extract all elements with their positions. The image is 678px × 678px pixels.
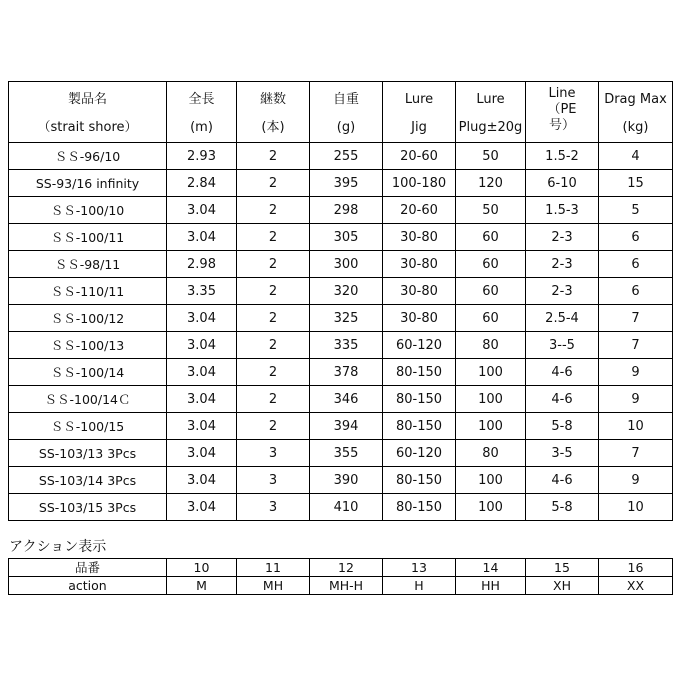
cell-lure-plug: 60 <box>456 224 526 251</box>
cell-weight: 305 <box>310 224 383 251</box>
header-pieces-label: 継数 <box>259 92 286 107</box>
cell-line: 4-6 <box>526 467 599 494</box>
header-model-name: 製品名 <box>67 92 107 107</box>
cell-line: 3--5 <box>526 332 599 359</box>
cell-length: 3.04 <box>167 440 237 467</box>
cell-lure-jig: 80-150 <box>383 386 456 413</box>
header-length <box>167 82 237 143</box>
cell-length: 3.04 <box>167 332 237 359</box>
header-model-series: （strait shore） <box>37 120 138 135</box>
spec-row <box>9 170 673 197</box>
cell-lure-jig: 80-150 <box>383 413 456 440</box>
cell-model: ＳＳ-110/11 <box>9 278 167 305</box>
cell-model: ＳＳ-100/11 <box>9 224 167 251</box>
cell-lure-plug: 100 <box>456 413 526 440</box>
action-number-cell: 14 <box>456 559 526 577</box>
cell-drag: 6 <box>599 251 673 278</box>
header-model <box>9 82 167 143</box>
cell-model: ＳＳ-100/13 <box>9 332 167 359</box>
action-number-cell: 12 <box>310 559 383 577</box>
spec-row <box>9 359 673 386</box>
cell-pieces: 2 <box>237 143 310 170</box>
cell-pieces: 3 <box>237 440 310 467</box>
action-number-cell: 13 <box>383 559 456 577</box>
cell-line: 1.5-2 <box>526 143 599 170</box>
cell-lure-plug: 80 <box>456 332 526 359</box>
cell-drag: 7 <box>599 440 673 467</box>
spec-row <box>9 413 673 440</box>
spec-row <box>9 494 673 521</box>
action-action-label: action <box>9 577 167 595</box>
cell-length: 3.04 <box>167 359 237 386</box>
header-line-unit: 号） <box>548 118 575 133</box>
header-length-label: 全長 <box>188 92 215 107</box>
cell-line: 5-8 <box>526 494 599 521</box>
cell-lure-plug: 100 <box>456 359 526 386</box>
cell-model: ＳＳ-100/14 <box>9 359 167 386</box>
cell-lure-jig: 20-60 <box>383 143 456 170</box>
cell-pieces: 2 <box>237 251 310 278</box>
action-number-label: 品番 <box>9 559 167 577</box>
cell-weight: 300 <box>310 251 383 278</box>
cell-drag: 9 <box>599 386 673 413</box>
header-weight <box>310 82 383 143</box>
action-value-cell: XX <box>599 577 673 595</box>
cell-line: 2-3 <box>526 251 599 278</box>
cell-length: 3.04 <box>167 467 237 494</box>
spec-row <box>9 251 673 278</box>
cell-line: 1.5-3 <box>526 197 599 224</box>
header-lure-plug-label: Lure <box>476 92 505 107</box>
spec-row <box>9 332 673 359</box>
cell-lure-jig: 20-60 <box>383 197 456 224</box>
cell-pieces: 2 <box>237 332 310 359</box>
cell-lure-jig: 80-150 <box>383 359 456 386</box>
cell-weight: 325 <box>310 305 383 332</box>
header-drag-unit: (kg) <box>622 120 649 135</box>
cell-length: 3.35 <box>167 278 237 305</box>
cell-weight: 394 <box>310 413 383 440</box>
action-number-cell: 10 <box>167 559 237 577</box>
spec-row <box>9 197 673 224</box>
cell-model: ＳＳ-100/12 <box>9 305 167 332</box>
action-value-cell: H <box>383 577 456 595</box>
spec-row <box>9 224 673 251</box>
cell-lure-jig: 30-80 <box>383 278 456 305</box>
header-weight-unit: (g) <box>336 120 356 135</box>
cell-pieces: 2 <box>237 278 310 305</box>
cell-weight: 390 <box>310 467 383 494</box>
cell-length: 3.04 <box>167 197 237 224</box>
cell-model: ＳＳ-100/15 <box>9 413 167 440</box>
header-pieces <box>237 82 310 143</box>
cell-drag: 10 <box>599 494 673 521</box>
cell-length: 2.98 <box>167 251 237 278</box>
action-value-cell: XH <box>526 577 599 595</box>
cell-line: 2.5-4 <box>526 305 599 332</box>
cell-lure-plug: 80 <box>456 440 526 467</box>
cell-model: ＳＳ-100/10 <box>9 197 167 224</box>
header-lure-jig-label: Lure <box>404 92 434 107</box>
cell-line: 6-10 <box>526 170 599 197</box>
cell-line: 4-6 <box>526 359 599 386</box>
cell-length: 3.04 <box>167 413 237 440</box>
cell-model: SS-93/16 infinity <box>9 170 167 197</box>
cell-lure-jig: 100-180 <box>383 170 456 197</box>
cell-weight: 395 <box>310 170 383 197</box>
cell-length: 2.84 <box>167 170 237 197</box>
cell-pieces: 2 <box>237 170 310 197</box>
action-action-row <box>9 577 673 595</box>
spec-table <box>8 81 673 521</box>
cell-lure-jig: 60-120 <box>383 332 456 359</box>
cell-model: SS-103/15 3Pcs <box>9 494 167 521</box>
cell-line: 5-8 <box>526 413 599 440</box>
header-lure-jig-unit: Jig <box>411 120 427 135</box>
action-value-cell: M <box>167 577 237 595</box>
cell-weight: 346 <box>310 386 383 413</box>
cell-lure-plug: 100 <box>456 494 526 521</box>
cell-pieces: 2 <box>237 359 310 386</box>
cell-weight: 410 <box>310 494 383 521</box>
spec-row <box>9 440 673 467</box>
spec-row <box>9 278 673 305</box>
header-lure-plug <box>456 82 526 143</box>
header-drag <box>599 82 673 143</box>
cell-drag: 7 <box>599 305 673 332</box>
action-table <box>8 558 673 595</box>
cell-drag: 10 <box>599 413 673 440</box>
cell-pieces: 3 <box>237 494 310 521</box>
cell-weight: 298 <box>310 197 383 224</box>
cell-pieces: 2 <box>237 305 310 332</box>
cell-lure-plug: 50 <box>456 197 526 224</box>
action-number-cell: 16 <box>599 559 673 577</box>
action-value-cell: MH <box>237 577 310 595</box>
spec-row <box>9 143 673 170</box>
cell-lure-jig: 30-80 <box>383 224 456 251</box>
cell-line: 2-3 <box>526 278 599 305</box>
action-number-row <box>9 559 673 577</box>
cell-length: 3.04 <box>167 494 237 521</box>
cell-model: SS-103/14 3Pcs <box>9 467 167 494</box>
cell-weight: 255 <box>310 143 383 170</box>
cell-pieces: 2 <box>237 413 310 440</box>
cell-drag: 15 <box>599 170 673 197</box>
cell-lure-plug: 60 <box>456 278 526 305</box>
cell-lure-jig: 80-150 <box>383 494 456 521</box>
header-line <box>526 82 599 143</box>
header-pieces-unit: (本) <box>261 120 285 135</box>
spec-header-row <box>9 82 673 143</box>
cell-pieces: 2 <box>237 224 310 251</box>
cell-weight: 378 <box>310 359 383 386</box>
action-value-cell: HH <box>456 577 526 595</box>
action-number-cell: 11 <box>237 559 310 577</box>
header-line-label: Line <box>548 86 576 101</box>
action-number-cell: 15 <box>526 559 599 577</box>
cell-lure-plug: 60 <box>456 305 526 332</box>
cell-model: ＳＳ-96/10 <box>9 143 167 170</box>
cell-weight: 320 <box>310 278 383 305</box>
header-lure-jig <box>383 82 456 143</box>
cell-drag: 9 <box>599 359 673 386</box>
cell-line: 3-5 <box>526 440 599 467</box>
cell-drag: 9 <box>599 467 673 494</box>
cell-model: ＳＳ-100/14Ｃ <box>9 386 167 413</box>
spec-row <box>9 467 673 494</box>
cell-pieces: 2 <box>237 197 310 224</box>
cell-lure-jig: 30-80 <box>383 305 456 332</box>
cell-lure-jig: 80-150 <box>383 467 456 494</box>
header-weight-label: 自重 <box>332 92 359 107</box>
cell-pieces: 2 <box>237 386 310 413</box>
cell-length: 3.04 <box>167 305 237 332</box>
cell-lure-plug: 100 <box>456 467 526 494</box>
cell-lure-plug: 120 <box>456 170 526 197</box>
cell-length: 3.04 <box>167 224 237 251</box>
cell-line: 2-3 <box>526 224 599 251</box>
header-line-type: （PE <box>547 102 577 117</box>
cell-length: 2.93 <box>167 143 237 170</box>
cell-lure-plug: 50 <box>456 143 526 170</box>
header-drag-label: Drag Max <box>604 92 667 107</box>
cell-lure-plug: 60 <box>456 251 526 278</box>
spec-row <box>9 305 673 332</box>
cell-drag: 6 <box>599 224 673 251</box>
cell-drag: 5 <box>599 197 673 224</box>
cell-drag: 4 <box>599 143 673 170</box>
cell-lure-jig: 30-80 <box>383 251 456 278</box>
cell-pieces: 3 <box>237 467 310 494</box>
cell-weight: 335 <box>310 332 383 359</box>
cell-line: 4-6 <box>526 386 599 413</box>
header-lure-plug-unit: Plug±20g <box>458 120 523 135</box>
cell-lure-plug: 100 <box>456 386 526 413</box>
header-length-unit: (m) <box>190 120 213 135</box>
spec-row <box>9 386 673 413</box>
cell-lure-jig: 60-120 <box>383 440 456 467</box>
cell-model: ＳＳ-98/11 <box>9 251 167 278</box>
cell-model: SS-103/13 3Pcs <box>9 440 167 467</box>
cell-length: 3.04 <box>167 386 237 413</box>
cell-drag: 7 <box>599 332 673 359</box>
action-section-title: アクション表示 <box>9 539 107 555</box>
cell-weight: 355 <box>310 440 383 467</box>
cell-drag: 6 <box>599 278 673 305</box>
action-value-cell: MH-H <box>310 577 383 595</box>
